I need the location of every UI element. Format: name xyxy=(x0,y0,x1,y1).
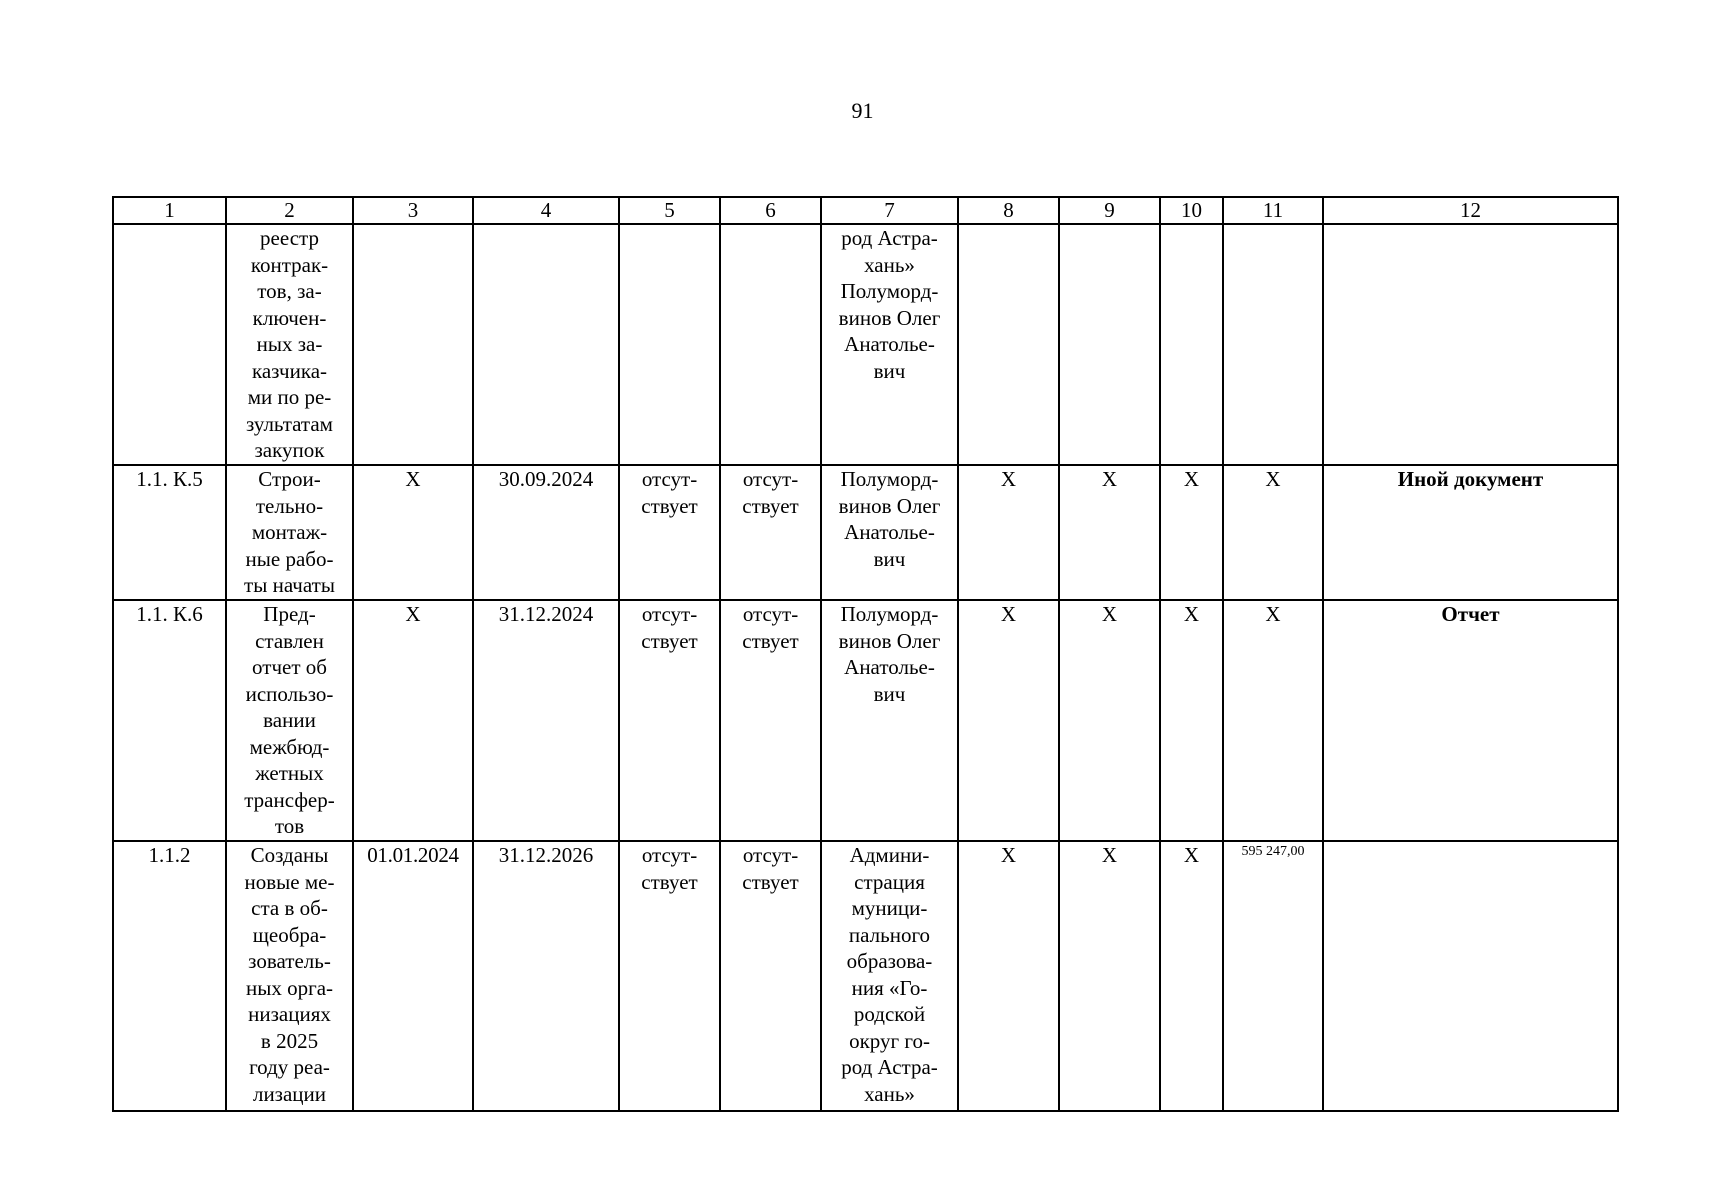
column-header: 9 xyxy=(1059,197,1160,224)
table-cell: X xyxy=(353,465,473,600)
table-cell: Созданы новые ме- ста в об- щеобра- зователь- ных орга- низациях в 2025 году реа- лизации xyxy=(226,841,353,1111)
table-cell: X xyxy=(1223,600,1323,841)
table-cell: X xyxy=(1160,600,1223,841)
table-cell: X xyxy=(1160,465,1223,600)
table-cell: Строи- тельно- монтаж- ные рабо- ты начаты xyxy=(226,465,353,600)
column-header: 5 xyxy=(619,197,720,224)
table-cell: 31.12.2024 xyxy=(473,600,619,841)
column-header: 6 xyxy=(720,197,821,224)
table-cell xyxy=(473,224,619,465)
column-header: 7 xyxy=(821,197,958,224)
table-cell: X xyxy=(1223,465,1323,600)
table-cell: Полуморд- винов Олег Анатолье- вич xyxy=(821,600,958,841)
table-cell: 1.1. К.6 xyxy=(113,600,226,841)
table-cell: 1.1.2 xyxy=(113,841,226,1111)
table-cell: отсут- ствует xyxy=(720,465,821,600)
table-cell: отсут- ствует xyxy=(619,465,720,600)
table-cell: 01.01.2024 xyxy=(353,841,473,1111)
page-number: 91 xyxy=(851,98,874,123)
table-cell: Полуморд- винов Олег Анатолье- вич xyxy=(821,465,958,600)
table-cell: 30.09.2024 xyxy=(473,465,619,600)
table-cell: X xyxy=(1059,465,1160,600)
table-cell: род Астра- хань» Полуморд- винов Олег Анатолье- вич xyxy=(821,224,958,465)
table-cell: реестр контрак- тов, за- ключен- ных за- казчика- ми по ре- зультатам закупок xyxy=(226,224,353,465)
table-cell: 1.1. К.5 xyxy=(113,465,226,600)
table-cell xyxy=(353,224,473,465)
table-cell: отсут- ствует xyxy=(720,600,821,841)
header-row xyxy=(113,197,1618,224)
column-header: 2 xyxy=(226,197,353,224)
table-cell: Пред- ставлен отчет об использо- вании межбюд- жетных трансфер- тов xyxy=(226,600,353,841)
table-cell: X xyxy=(1059,600,1160,841)
table-cell xyxy=(1323,841,1618,1111)
table-row xyxy=(113,841,1618,1111)
column-header: 4 xyxy=(473,197,619,224)
table-cell: 595 247,00 xyxy=(1223,841,1323,1111)
table-cell xyxy=(619,224,720,465)
column-header: 1 xyxy=(113,197,226,224)
table-row xyxy=(113,600,1618,841)
table-cell: Иной документ xyxy=(1323,465,1618,600)
column-header: 11 xyxy=(1223,197,1323,224)
table-cell xyxy=(720,224,821,465)
table-cell: X xyxy=(1160,841,1223,1111)
table-cell xyxy=(1323,224,1618,465)
table-cell: X xyxy=(958,600,1059,841)
data-table xyxy=(112,196,1619,1112)
table-cell: Отчет xyxy=(1323,600,1618,841)
table-cell: X xyxy=(958,841,1059,1111)
table-cell xyxy=(113,224,226,465)
column-header: 8 xyxy=(958,197,1059,224)
table-cell: X xyxy=(958,465,1059,600)
table-cell xyxy=(1059,224,1160,465)
table-row xyxy=(113,224,1618,465)
table-cell: Админи- страция муници- пального образова- ния «Го- родской округ го- род Астра- хань» xyxy=(821,841,958,1111)
table-cell: X xyxy=(353,600,473,841)
table-cell: X xyxy=(1059,841,1160,1111)
table-cell: отсут- ствует xyxy=(720,841,821,1111)
column-header: 12 xyxy=(1323,197,1618,224)
column-header: 3 xyxy=(353,197,473,224)
column-header: 10 xyxy=(1160,197,1223,224)
table-cell xyxy=(1160,224,1223,465)
table-row xyxy=(113,465,1618,600)
table-cell xyxy=(958,224,1059,465)
table-cell: отсут- ствует xyxy=(619,600,720,841)
table-cell: 31.12.2026 xyxy=(473,841,619,1111)
table-cell xyxy=(1223,224,1323,465)
table-cell: отсут- ствует xyxy=(619,841,720,1111)
